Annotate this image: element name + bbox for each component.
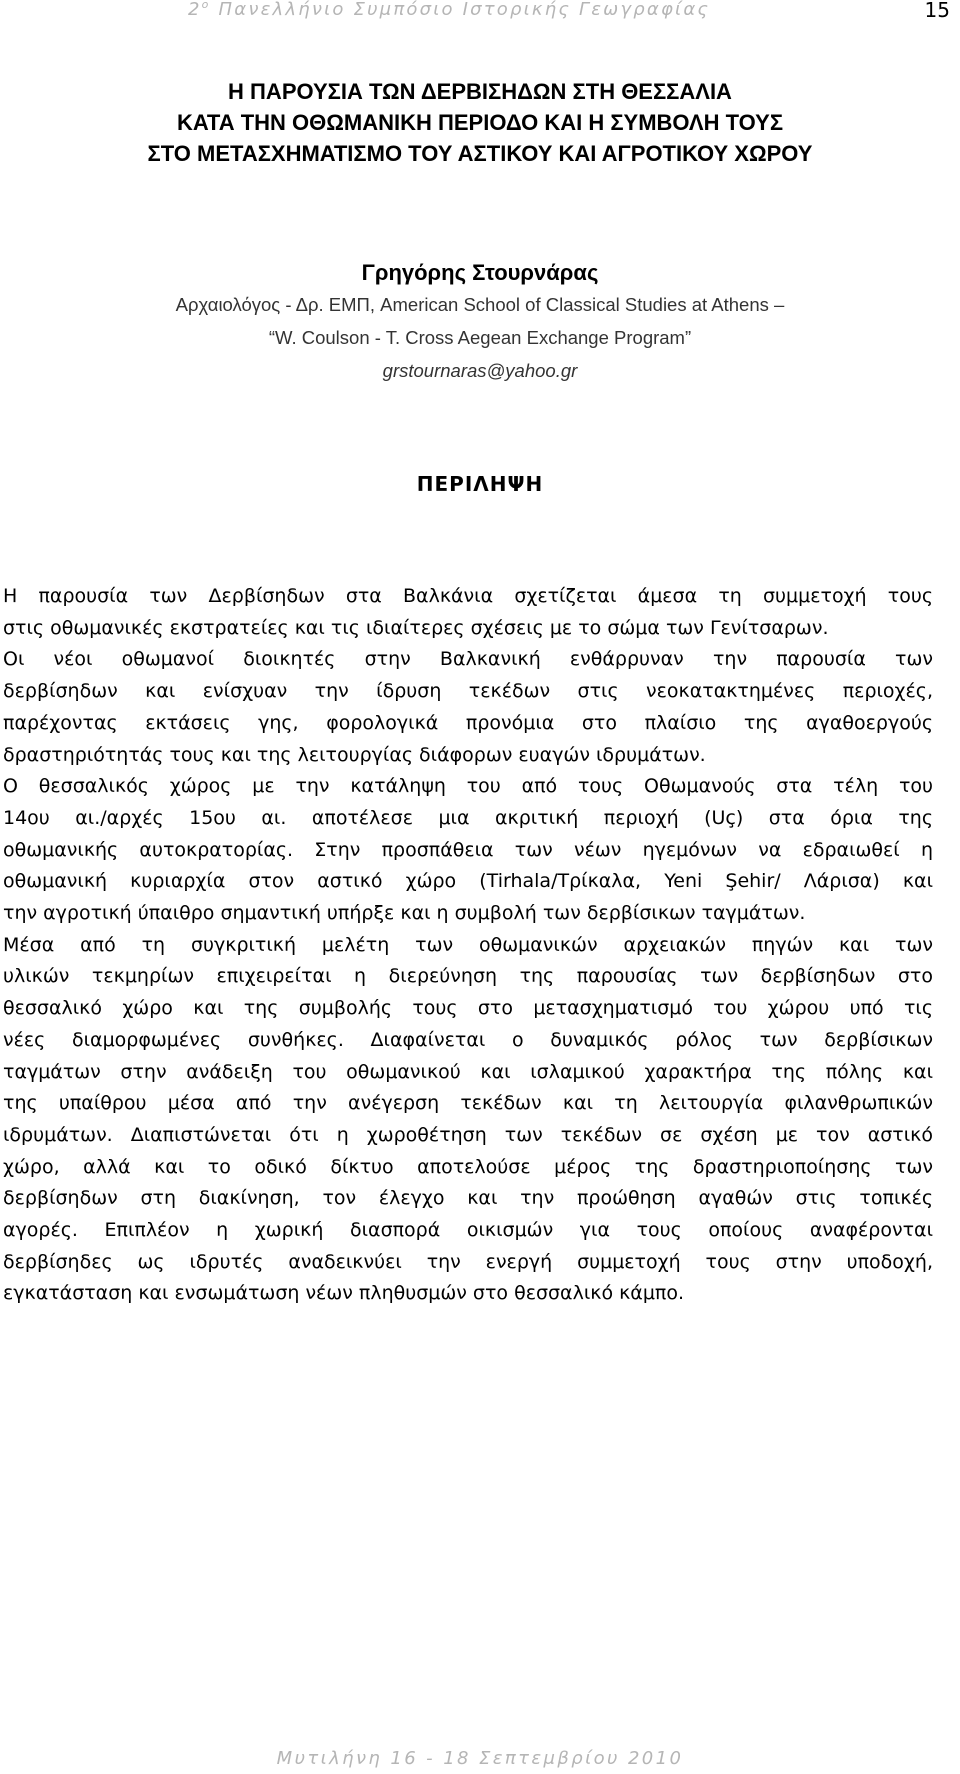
abstract-line: δραστηριότητάς τους και της λειτουργίας διάφορων ευαγών ιδρυμάτων. <box>3 743 706 766</box>
abstract-line: δερβίσηδων στη διακίνηση, τον έλεγχο και την προώθηση αγαθών στις τοπικές <box>3 1187 933 1210</box>
abstract-line: 14ου αι./αρχές 15ου αι. αποτέλεσε μια ακριτική περιοχή (Uç) στα όρια της <box>3 806 933 829</box>
paper-title <box>0 76 960 169</box>
abstract-line: Ο θεσσαλικός χώρος με την κατάληψη του από τους Οθωμανούς στα τέλη του <box>3 775 933 798</box>
abstract-line: παρέχοντας εκτάσεις γης, φορολογικά προνόμια στο πλαίσιο της αγαθοεργούς <box>3 711 933 734</box>
abstract-line: Οι νέοι οθωμανοί διοικητές στην Βαλκανική ενθάρρυναν την παρουσία των <box>3 648 933 671</box>
conference-ordinal-superscript: ο <box>201 0 211 11</box>
conference-title <box>188 0 710 20</box>
author-name: Γρηγόρης Στουρνάρας <box>361 260 599 285</box>
abstract-line: στις οθωμανικές εκστρατείες και τις ιδιαίτερες σχέσεις με το σώμα των Γενίτσαρων. <box>3 616 829 639</box>
abstract-line: οθωμανικής αυτοκρατορίας. Στην προσπάθεια των νέων ηγεμόνων να εδραιωθεί η <box>3 838 933 861</box>
affiliation-line: Αρχαιολόγος - Δρ. ΕΜΠ, American School of Classical Studies at Athens – <box>175 294 785 315</box>
author-email: grstournaras@yahoo.gr <box>382 360 578 381</box>
abstract-line: εγκατάσταση και ενσωμάτωση νέων πληθυσμών στο θεσσαλικό κάμπο. <box>3 1282 685 1305</box>
title-line: Η ΠΑΡΟΥΣΙΑ ΤΩΝ ΔΕΡΒΙΣΗΔΩΝ ΣΤΗ ΘΕΣΣΑΛΙΑ <box>228 79 732 104</box>
abstract-line: υλικών τεκμηρίων επιχειρείται η διερεύνηση της παρουσίας των δερβίσηδων στο <box>3 965 933 988</box>
title-line: ΣΤΟ ΜΕΤΑΣΧΗΜΑΤΙΣΜΟ ΤΟΥ ΑΣΤΙΚΟΥ ΚΑΙ ΑΓΡΟΤΙΚΟΥ ΧΩΡΟΥ <box>147 141 813 166</box>
abstract-line: νέες διαμορφωμένες συνθήκες. Διαφαίνεται ο δυναμικός ρόλος των δερβίσικων <box>3 1028 933 1051</box>
abstract-line: αγορές. Επιπλέον η χωρική διασπορά οικισμών για τους οποίους αναφέρονται <box>3 1219 933 1242</box>
author-block <box>0 258 960 387</box>
abstract-line: ιδρυμάτων. Διαπιστώνεται ότι η χωροθέτηση των τεκέδων σε σχέση με τον αστικό <box>3 1123 933 1146</box>
title-line: ΚΑΤΑ ΤΗΝ ΟΘΩΜΑΝΙΚΗ ΠΕΡΙΟΔΟ ΚΑΙ Η ΣΥΜΒΟΛΗ ΤΟΥΣ <box>176 110 784 135</box>
abstract-line: Μέσα από τη συγκριτική μελέτη των οθωμανικών αρχειακών πηγών και των <box>3 933 933 956</box>
abstract-line: θεσσαλικό χώρο και της συμβολής τους στο μετασχηματισμό του χώρου υπό τις <box>3 997 933 1020</box>
conference-name: Πανελλήνιο Συμπόσιο Ιστορικής Γεωγραφίας <box>210 0 711 20</box>
running-footer: Μυτιλήνη 16 - 18 Σεπτεμβρίου 2010 <box>276 1748 684 1769</box>
running-header <box>0 0 960 30</box>
abstract-line: οθωμανική κυριαρχία στον αστικό χώρο (Tirhala/Τρίκαλα, Yeni Şehir/ Λάρισα) και <box>3 870 933 893</box>
abstract-line: χώρο, αλλά και το οδικό δίκτυο αποτελούσε μέρος της δραστηριοποίησης των <box>3 1155 933 1178</box>
abstract-line: Η παρουσία των Δερβίσηδων στα Βαλκάνια σχετίζεται άμεσα τη συμμετοχή τους <box>3 585 933 607</box>
abstract-line: ταγμάτων στην ανάδειξη του οθωμανικού και ισλαμικού χαρακτήρα της πόλης και <box>3 1060 933 1083</box>
abstract-line: της υπαίθρου μέσα από την ανέγερση τεκέδων και τη λειτουργία φιλανθρωπικών <box>3 1092 933 1115</box>
abstract-body <box>3 581 933 1310</box>
abstract-heading: ΠΕΡΙΛΗΨΗ <box>416 472 544 496</box>
page-number: 15 <box>924 0 950 22</box>
conference-number: 2 <box>188 0 202 20</box>
abstract-line: δερβίσηδων και ενίσχυαν την ίδρυση τεκέδων στις νεοκατακτημένες περιοχές, <box>3 680 933 703</box>
abstract-line: δερβίσηδες ως ιδρυτές αναδεικνύει την ενεργή συμμετοχή τους στην υποδοχή, <box>3 1250 933 1273</box>
affiliation-line: “W. Coulson - T. Cross Aegean Exchange Program” <box>268 327 692 348</box>
abstract-line: την αγροτική ύπαιθρο σημαντική υπήρξε και η συμβολή των δερβίσικων ταγμάτων. <box>3 902 806 925</box>
